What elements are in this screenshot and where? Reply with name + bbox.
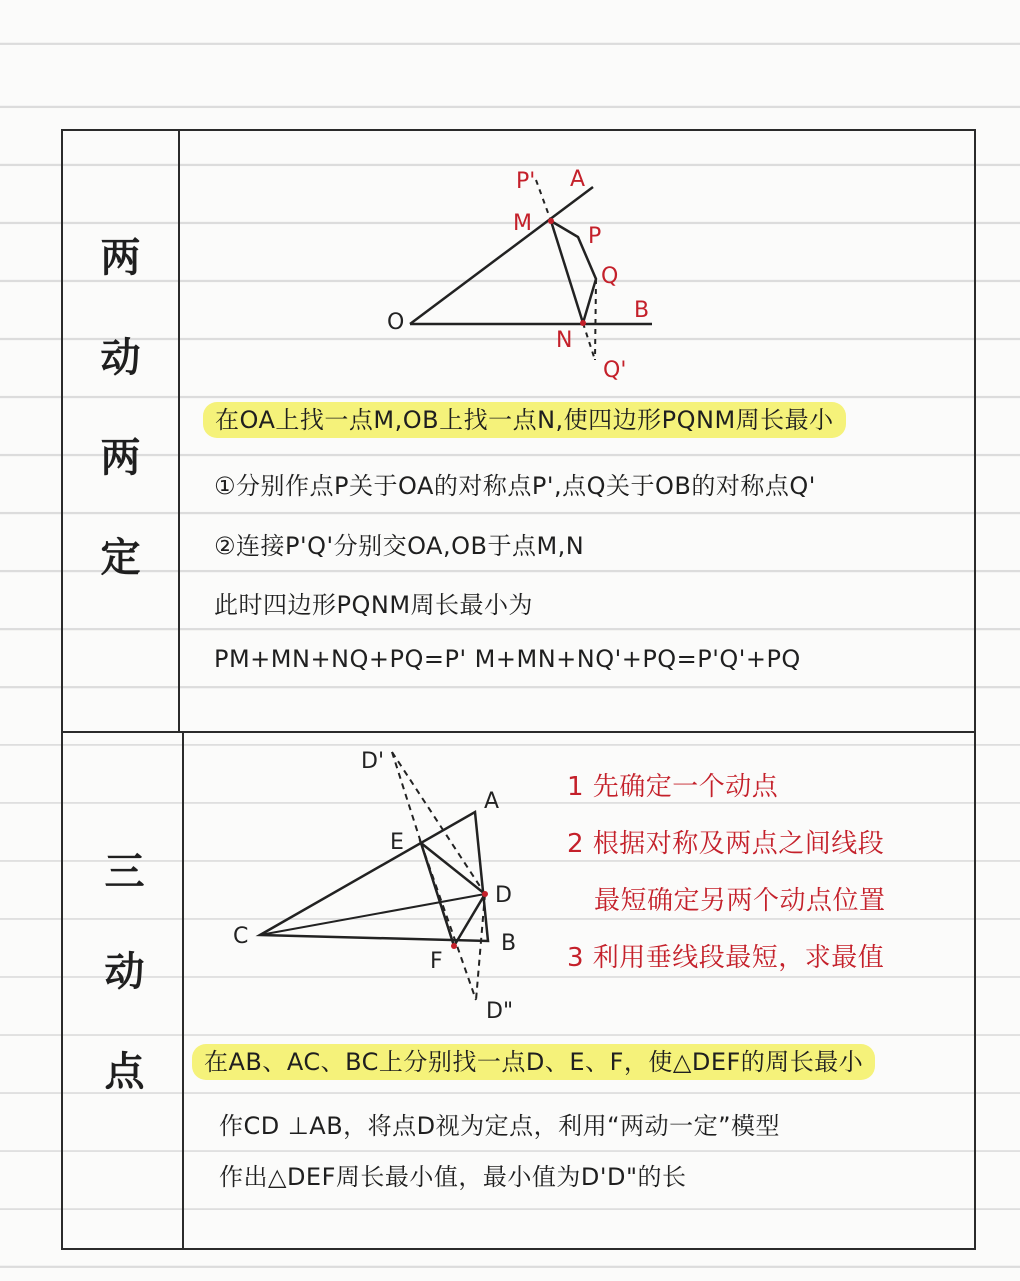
highlight-text: 在OA上找一点M,OB上找一点N,使四边形PQNM周长最小: [203, 402, 846, 438]
title-char: 三: [104, 848, 145, 895]
title-char: 两: [100, 234, 141, 281]
section2-line2: 作出△DEF周长最小值，最小值为D'D"的长: [219, 1163, 687, 1191]
point-M: [548, 218, 554, 224]
section1-highlight: [203, 400, 846, 435]
point-D: [482, 891, 488, 897]
red-step-3: 3 利用垂线段最短，求最值: [567, 943, 885, 973]
label-D-prime: D': [361, 749, 384, 774]
label-N: N: [556, 328, 573, 353]
ray-OA: [410, 187, 593, 324]
label-F: F: [430, 949, 443, 974]
label-B: B: [501, 931, 517, 956]
title-char: 动: [104, 948, 145, 995]
label-O: O: [387, 310, 405, 335]
row-divider: [61, 731, 976, 733]
red-step-2-cont: 最短确定另两个动点位置: [594, 886, 886, 916]
dashed-Q-Q-prime: [595, 279, 596, 360]
label-D: D: [495, 883, 512, 908]
point-N: [580, 320, 586, 326]
dashed-D-D-dprime: [476, 894, 485, 1000]
dashed-PP-prime: [536, 180, 551, 221]
triangle-ABC: [260, 812, 488, 941]
section1-conclusion: 此时四边形PQNM周长最小为: [214, 591, 534, 619]
label-A: A: [570, 167, 586, 192]
section1-step1: ①分别作点P关于OA的对称点P',点Q关于OB的对称点Q': [214, 472, 816, 500]
label-M: M: [513, 211, 532, 236]
diagram-three-moving-points: [225, 740, 535, 1030]
triangle-DEF: [421, 843, 485, 946]
red-step-1: 1 先确定一个动点: [567, 772, 779, 802]
section1-formula: PM+MN+NQ+PQ=P' M+MN+NQ'+PQ=P'Q'+PQ: [214, 645, 801, 673]
dashed-QQ-prime: [583, 323, 595, 360]
label-P: P: [588, 224, 602, 249]
section1-step2: ②连接P'Q'分别交OA,OB于点M,N: [214, 532, 585, 560]
highlight-text: 在AB、AC、BC上分别找一点D、E、F，使△DEF的周长最小: [192, 1044, 875, 1080]
title-char: 动: [100, 334, 141, 381]
label-Q: Q: [601, 264, 619, 289]
diagram-two-moving-points: [380, 155, 680, 395]
red-step-2: 2 根据对称及两点之间线段: [567, 829, 885, 859]
label-D-dprime: D": [486, 999, 514, 1024]
label-B: B: [634, 298, 650, 323]
label-P-prime: P': [516, 169, 536, 194]
section1-title: [61, 208, 180, 608]
title-char: 两: [100, 434, 141, 481]
label-A: A: [484, 789, 500, 814]
section2-line1: 作CD ⊥AB，将点D视为定点，利用“两动一定”模型: [219, 1112, 781, 1140]
section2-title: [65, 822, 184, 1122]
title-char: 点: [104, 1048, 145, 1095]
section2-highlight: [192, 1042, 875, 1077]
label-E: E: [390, 830, 404, 855]
label-Q-prime: Q': [603, 358, 627, 383]
dashed-D-prime-D: [392, 752, 485, 894]
label-C: C: [233, 924, 249, 949]
title-char: 定: [100, 534, 141, 581]
point-F: [451, 943, 457, 949]
